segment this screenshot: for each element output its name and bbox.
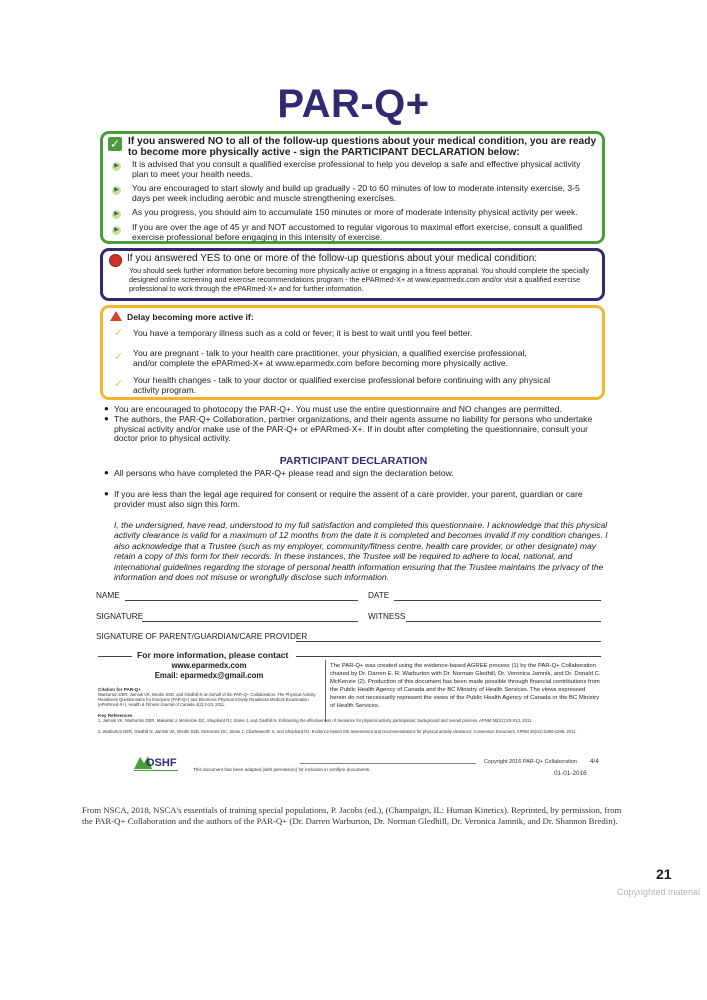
logo-text: OSHF [146, 757, 177, 769]
green-heading: If you answered NO to all of the follow-up questions about your medical condition, you are ready to become more physically active - sign the PARTICIPANT DECLARATION below: [128, 136, 597, 158]
guardian-signature-label: SIGNATURE OF PARENT/GUARDIAN/CARE PROVIDER [96, 632, 308, 641]
signature-field[interactable] [142, 621, 358, 622]
references-heading: Key References [98, 713, 133, 718]
check-icon: ✓ [114, 351, 124, 363]
yellow-bullet-1: You have a temporary illness such as a cold or fever; it is best to wait until you feel better. [133, 328, 473, 338]
bullet-arrow-icon: ▶ [112, 226, 121, 235]
guardian-signature-field[interactable] [296, 641, 601, 642]
source-credit: From NSCA, 2018, NSCA's essentials of training special populations, P. Jacobs (ed.), (Champaign, IL: Human Kinetics). Reprinted, by permission, from the PAR-Q+ Collaboration and the authors of the PAR-Q+ (Dr. Darren Warburton, Dr. Norman Gledhill, Dr. Veronica Jamnik, and Dr. Shannon Bredin). [82, 805, 622, 827]
divider [296, 656, 601, 657]
vertical-divider [325, 660, 326, 722]
citation-text: Warburton DER, Jamnik VK, Bredin SSD, and Gledhill N on behalf of the PAR-Q+ Collaboration. The Physical Activity Readiness Questionnaire for Everyone (PAR-Q+) and Electronic Physical Activity Readiness Medical Examination (ePARmed-X+). Health & Fitness Journal of Canada 4(2):3-23, 2011. [98, 692, 316, 708]
oshf-logo [132, 753, 180, 775]
green-bullet-3: As you progress, you should aim to accumulate 150 minutes or more of moderate intensity physical activity per week. [132, 207, 578, 217]
witness-field[interactable] [406, 621, 601, 622]
declaration-item-2: If you are less than the legal age required for consent or require the assent of a care provider, your parent, guardian or care provider must also sign this form. [114, 489, 583, 509]
bullet-dot-icon: ● [104, 414, 109, 423]
page-number: 21 [656, 866, 672, 882]
page-title: PAR-Q+ [277, 82, 430, 126]
bullet-arrow-icon: ▶ [112, 162, 121, 171]
bullet-arrow-icon: ▶ [112, 210, 121, 219]
page-fraction: 4/4 [590, 758, 599, 765]
warning-icon [110, 311, 122, 321]
adapted-note: This document has been adapted (with permission) for inclusion in certifyre documents. [193, 767, 371, 772]
red-body: You should seek further information before becoming more physically active or engaging in a fitness appraisal. You should complete the specially designed online screening and exercise recommendations program - the ePARmed-X+ at www.eparmedx.com and/or visit a qualified exercise professional to work through the ePARmed-X+ and for further information. [129, 266, 590, 294]
bullet-dot-icon: ● [104, 404, 109, 413]
green-bullet-2: You are encouraged to start slowly and build up gradually - 20 to 60 minutes of low to moderate intensity exercise, 3-5 days per week including aerobic and muscle strengthening exercises. [132, 183, 580, 203]
green-bullet-1: It is advised that you consult a qualified exercise professional to help you develop a safe and effective physical activity plan to meet your health needs. [132, 159, 581, 179]
bullet-dot-icon: ● [104, 489, 109, 498]
bullet-arrow-icon: ▶ [112, 186, 121, 195]
red-heading: If you answered YES to one or more of the follow-up questions about your medical condition: [127, 253, 538, 264]
date-label: DATE [368, 591, 390, 600]
bullet-dot-icon: ● [104, 468, 109, 477]
check-icon: ✓ [114, 378, 124, 390]
contact-website: www.eparmedx.com [171, 661, 247, 670]
footer-date: 01-01-2016 [554, 770, 587, 777]
declaration-statement: I, the undersigned, have read, understood to my full satisfaction and completed this questionnaire. I acknowledge that this physical activity clearance is valid for a maximum of 12 months from the date it is completed and becomes invalid if my condition changes. I also acknowledge that a Trustee (such as my employer, community/fitness centre, health care provider, or other designate) may retain a copy of this form for their records. In these instances, the Trustee will be required to adhere to local, national, and international guidelines regarding the storage of personal health information ensuring that the Trustee maintains the privacy of the information and does not misuse or wrongfully disclose such information. [114, 520, 608, 583]
check-icon: ✓ [114, 327, 124, 339]
note-2: The authors, the PAR-Q+ Collaboration, partner organizations, and their agents assume no liability for persons who undertake physical activity and/or make use of the PAR-Q+ or ePARmed-X+. If in doubt after completing the questionnaire, consult your doctor prior to physical activity. [114, 414, 593, 444]
signature-label: SIGNATURE [96, 612, 144, 621]
declaration-item-1: All persons who have completed the PAR-Q+ please read and sign the declaration below. [114, 468, 454, 478]
contact-heading: For more information, please contact [137, 650, 289, 660]
declaration-heading: PARTICIPANT DECLARATION [279, 455, 428, 467]
copyright: Copyright 2016 PAR-Q+ Collaboration [484, 759, 577, 765]
divider [98, 656, 132, 657]
witness-label: WITNESS [368, 612, 406, 621]
contact-email: Email: eparmedx@gmail.com [154, 671, 264, 680]
no-answers-box [100, 131, 605, 244]
yellow-bullet-3: Your health changes - talk to your doctor or qualified exercise professional before continuing with any physical activity program. [133, 375, 551, 395]
checkmark-icon: ✓ [109, 137, 121, 151]
stop-icon [109, 254, 122, 267]
reference-1: 1. Jamnik VK, Warburton DER, Makarski J, McKenzie DC, Shephard RJ, Stone J, and Gledhill N. Enhancing the effectiveness of clearance for physical activity participation; background and overall process. APNM 36(S1):S3-S13, 2011. [98, 718, 533, 723]
reference-2: 2. Warburton DER, Gledhill N, Jamnik VK, Bredin SSD, McKenzie DC, Stone J, Charlesworth S, and Shephard RJ. Evidence-based risk assessment and recommendations for physical activity clearance; Consensus Document. APNM 36(S1):S266-s298, 2011. [98, 729, 577, 734]
about-text: The PAR-Q+ was created using the evidence-based AGREE process (1) by the PAR-Q+ Collaboration chaired by Dr. Darren E. R. Warburton with Dr. Norman Gledhill, Dr. Veronica Jamnik, and Dr. Donald C. McKenzie (2). Production of this document has been made possible through financial contributions from the Public Health Agency of Canada and the BC Ministry of Health Services. The views expressed herein do not necessarily represent the views of the Public Health Agency of Canada or the BC Ministry of Health Services. [330, 663, 601, 709]
copyright-watermark: Copyrighted material [617, 887, 701, 897]
delay-box [100, 305, 605, 400]
name-label: NAME [96, 591, 120, 600]
footer-divider [300, 763, 476, 764]
date-field[interactable] [394, 600, 601, 601]
note-1: You are encouraged to photocopy the PAR-Q+. You must use the entire questionnaire and NO changes are permitted. [114, 404, 562, 414]
name-field[interactable] [125, 600, 358, 601]
citation-heading: Citation for PAR-Q+ [98, 687, 141, 692]
yes-answers-box [100, 248, 605, 301]
green-bullet-4: If you are over the age of 45 yr and NOT accustomed to regular vigorous to maximal effort exercise, consult a qualified exercise professional before engaging in this intensity of exercise. [132, 222, 583, 242]
yellow-bullet-2: You are pregnant - talk to your health care practitioner, your physician, a qualified exercise professional, and/or complete the ePARmed-X+ at www.eparmedx.com before becoming more physically active. [133, 348, 527, 368]
yellow-heading: Delay becoming more active if: [127, 312, 254, 322]
